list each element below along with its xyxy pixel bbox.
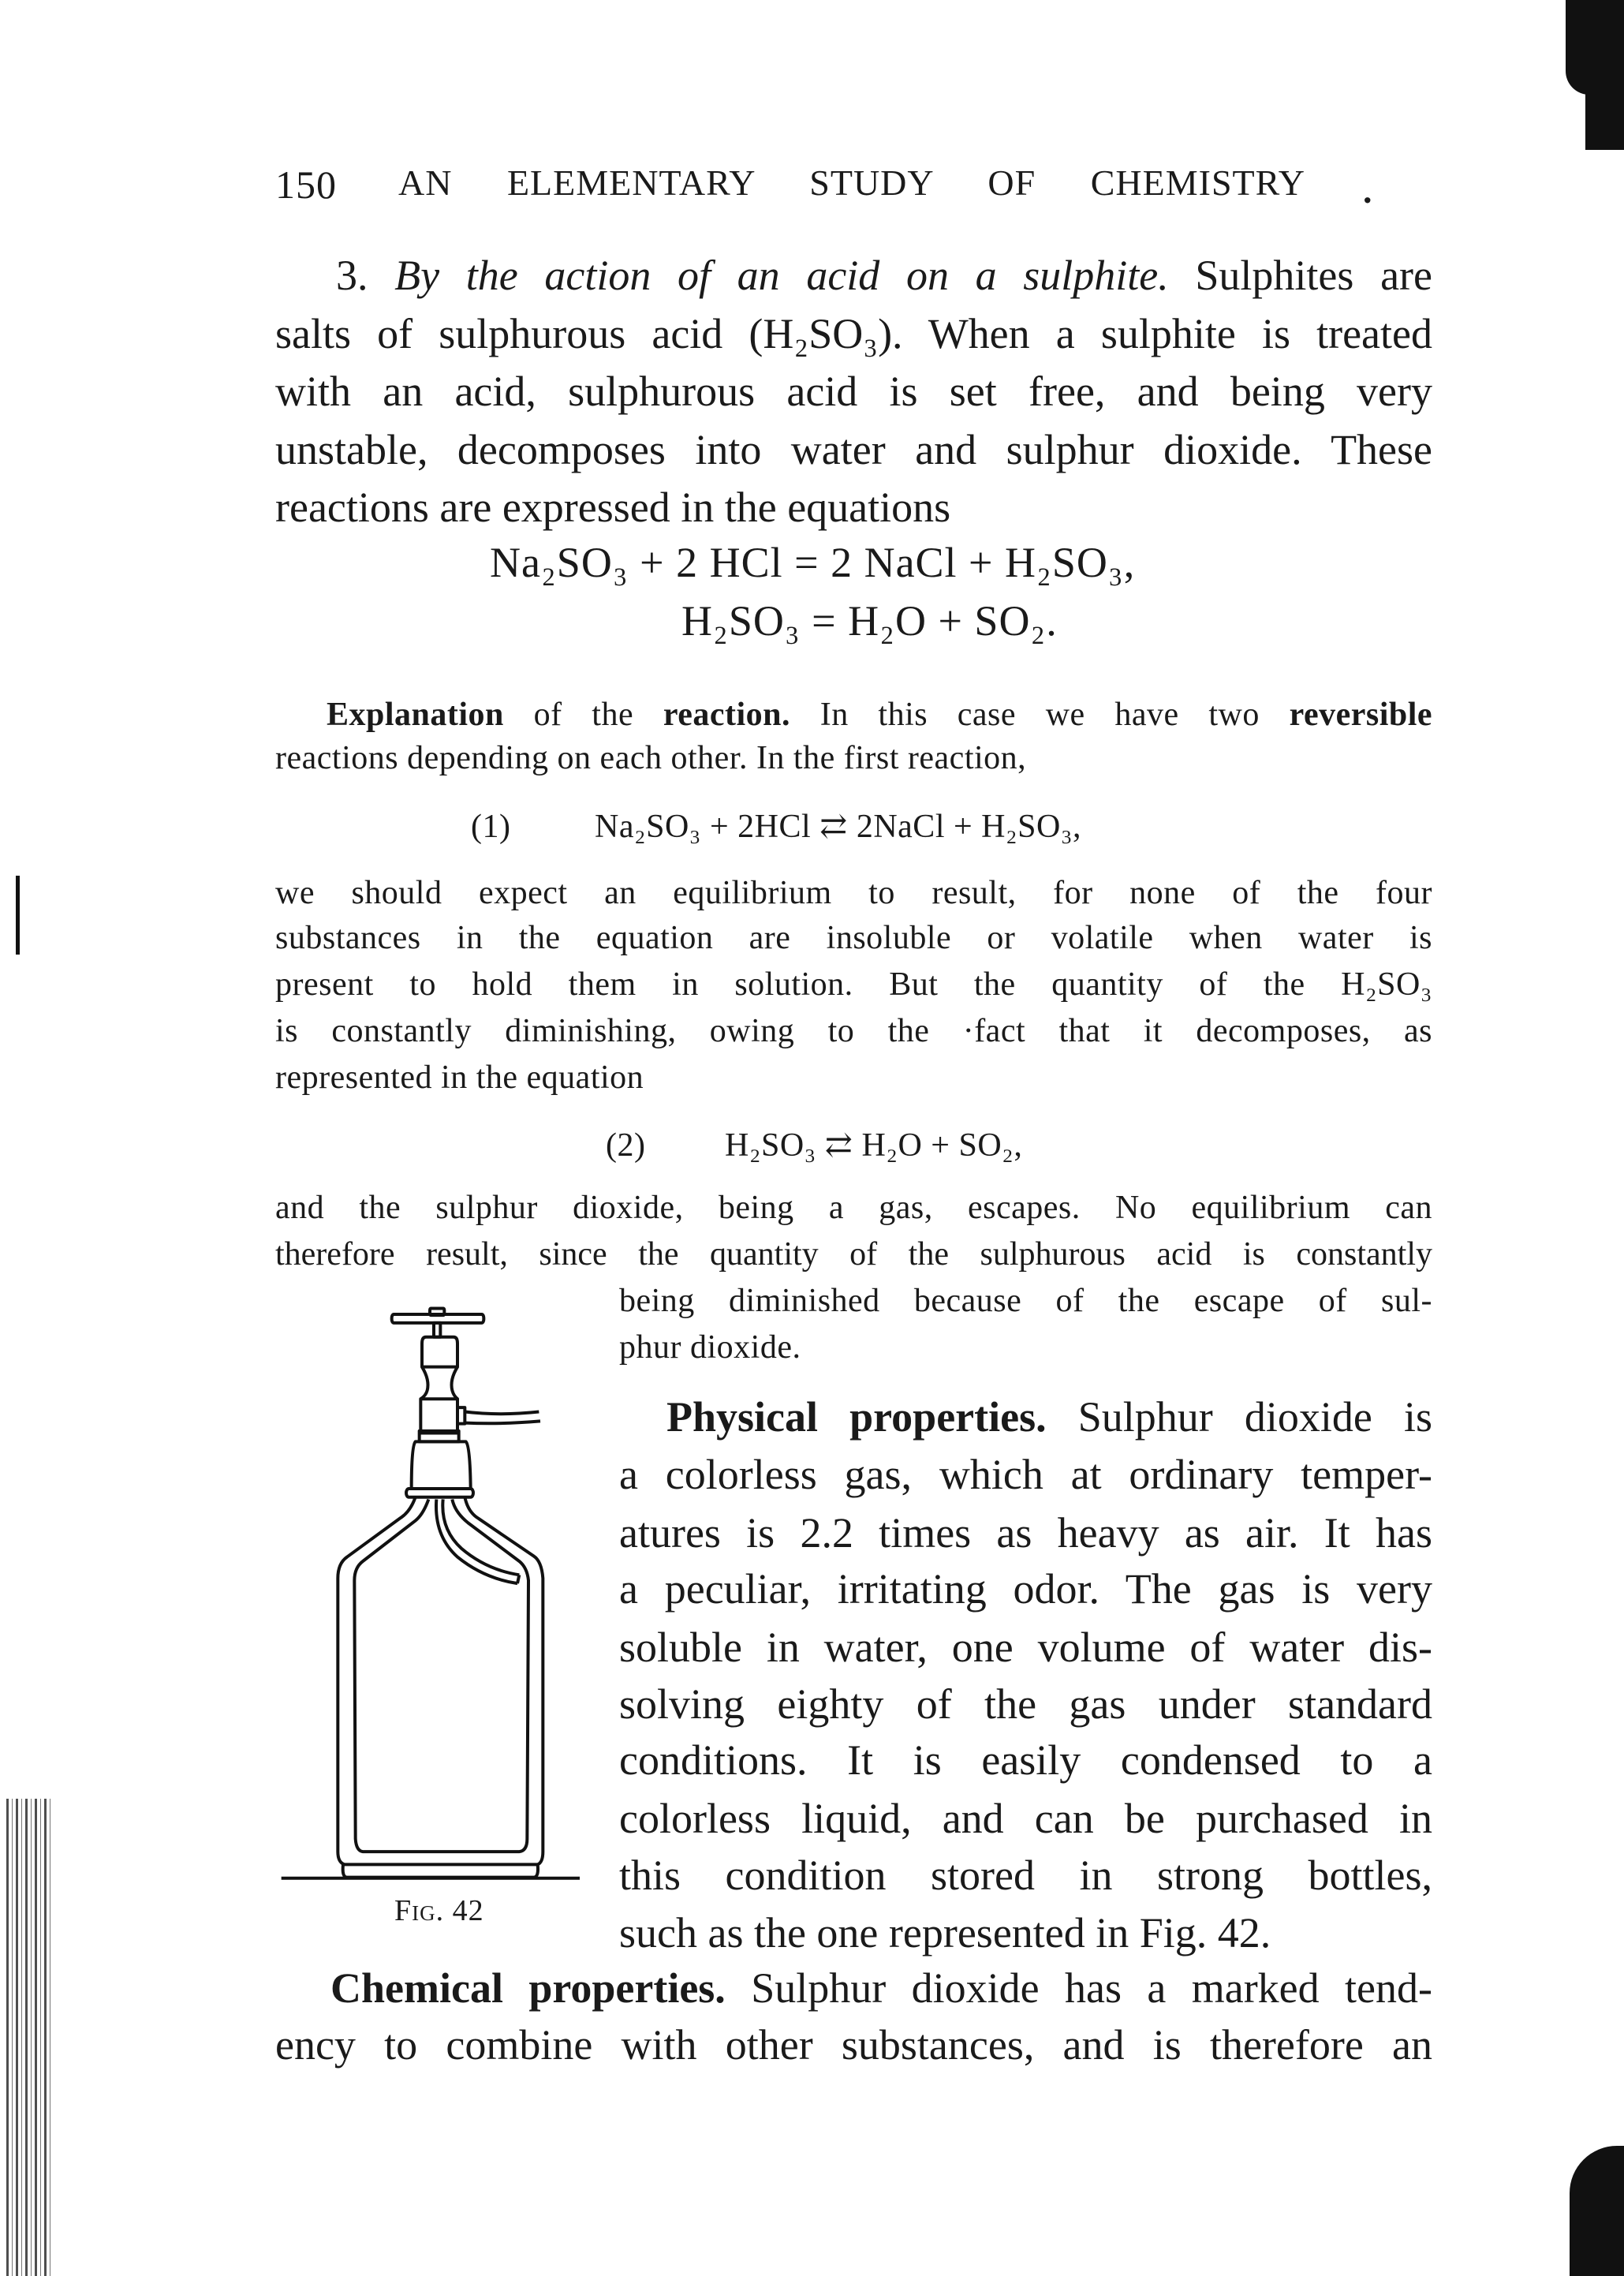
physical-line-1: Physical properties. Sulphur dioxide is xyxy=(666,1393,1432,1441)
page-number: 150 xyxy=(275,163,337,207)
physical-line-9: this condition stored in strong bottles, xyxy=(619,1852,1432,1899)
physical-line-2: a colorless gas, which at ordinary temper- xyxy=(619,1451,1432,1498)
header-mark: . xyxy=(1363,170,1373,211)
figure-caption: Fig. 42 xyxy=(394,1894,484,1927)
bottle-base xyxy=(343,1864,538,1877)
scan-edge-top-right-tail xyxy=(1585,87,1624,150)
explanation-body-4: is constantly diminishing, owing to the ·fact that it decomposes, as xyxy=(275,1013,1432,1049)
explanation-body-2: substances in the equation are insoluble or volatile when water is xyxy=(275,920,1432,956)
side-outlet xyxy=(457,1407,465,1424)
physical-heading: Physical properties. xyxy=(666,1393,1047,1441)
explanation-body-6: and the sulphur dioxide, being a gas, escapes. No equilibrium can xyxy=(275,1190,1432,1226)
explanation-body-9: phur dioxide. xyxy=(619,1329,801,1366)
dip-tube xyxy=(436,1499,519,1583)
physical-line-8: colorless liquid, and can be purchased in xyxy=(619,1795,1432,1842)
outlet-tube xyxy=(465,1411,540,1423)
scan-edge-left-stripes xyxy=(6,1799,52,2276)
scan-edge-bottom-right xyxy=(1570,2146,1624,2276)
explanation-line-2: reactions depending on each other. In the first reaction, xyxy=(275,740,1027,776)
explanation-body-7: therefore result, since the quantity of the sulphurous acid is constantly xyxy=(275,1236,1432,1273)
explanation-body-8: being diminished because of the escape of sul- xyxy=(619,1283,1432,1319)
equation-1: Na₂SO₃ + 2 HCl = 2 NaCl + H₂SO₃, xyxy=(490,539,1136,586)
chemical-line-1: Chemical properties. Sulphur dioxide has a marked tend- xyxy=(330,1964,1432,2012)
section-title: By the action of an acid on a sulphite. xyxy=(394,252,1169,299)
chemical-line-2: ency to combine with other substances, and is therefore an xyxy=(275,2021,1432,2069)
scan-edge-top-right xyxy=(1566,0,1624,95)
explanation-heading: Explanation xyxy=(327,697,504,733)
physical-line-5: soluble in water, one volume of water dis- xyxy=(619,1624,1432,1671)
bottle-cap xyxy=(412,1441,471,1489)
physical-line-10: such as the one represented in Fig. 42. xyxy=(619,1909,1271,1956)
eq2-equation: H₂SO₃ ⇄ H₂O + SO₂, xyxy=(725,1127,1023,1164)
bottle-inner xyxy=(354,1499,528,1852)
gas-bottle-figure xyxy=(268,1262,599,1933)
explanation-line-1: Explanation of the reaction. In this case we have two reversible xyxy=(327,697,1432,733)
section-number: 3. xyxy=(336,252,368,299)
physical-line-3: atures is 2.2 times as heavy as air. It has xyxy=(619,1509,1432,1557)
section3-line-1: 3. By the action of an acid on a sulphite. Sulphites are xyxy=(336,252,1432,299)
section3-line-2: salts of sulphurous acid (H₂SO₃). When a sulphite is treated xyxy=(275,310,1432,357)
eq2-label: (2) xyxy=(606,1127,646,1164)
physical-line-7: conditions. It is easily condensed to a xyxy=(619,1736,1432,1784)
running-head: AN ELEMENTARY STUDY OF CHEMISTRY xyxy=(398,163,1305,203)
explanation-body-3: present to hold them in solution. But the quantity of the H₂SO₃ xyxy=(275,966,1432,1003)
physical-line-4: a peculiar, irritating odor. The gas is very xyxy=(619,1565,1432,1613)
eq1-label: (1) xyxy=(471,809,511,845)
section3-line-3: with an acid, sulphurous acid is set free, and being very xyxy=(275,368,1432,415)
section3-line-5: reactions are expressed in the equations xyxy=(275,484,951,531)
bottle-flange xyxy=(406,1489,473,1497)
bottle-outer xyxy=(338,1497,543,1865)
eq1-equation: Na₂SO₃ + 2HCl ⇄ 2NaCl + H₂SO₃, xyxy=(595,809,1081,845)
scan-edge-left-mark xyxy=(16,876,20,955)
equation-2: H₂SO₃ = H₂O + SO₂. xyxy=(681,597,1058,645)
section3-line-4: unstable, decomposes into water and sulphur dioxide. These xyxy=(275,426,1432,473)
physical-line-6: solving eighty of the gas under standard xyxy=(619,1680,1432,1728)
explanation-body-1: we should expect an equilibrium to result, for none of the four xyxy=(275,875,1432,911)
explanation-body-5: represented in the equation xyxy=(275,1060,644,1096)
chemical-heading: Chemical properties. xyxy=(330,1964,726,2012)
